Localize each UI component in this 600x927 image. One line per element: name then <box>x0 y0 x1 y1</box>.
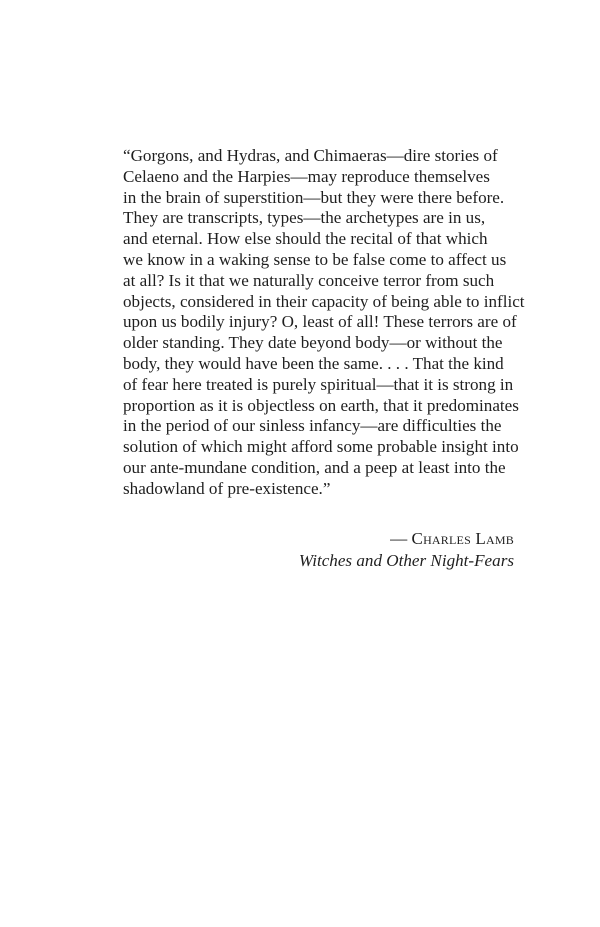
quote-line: objects, considered in their capacity of being able to inflict <box>123 291 525 311</box>
quote-line: solution of which might afford some probable insight into <box>123 437 519 457</box>
author-line <box>299 528 514 550</box>
quote-line: in the brain of superstition—but they were there before. <box>123 187 505 207</box>
quote-line: our ante-mundane condition, and a peep at least into the <box>123 457 506 477</box>
epigraph-quote <box>123 146 523 500</box>
quote-line: proportion as it is objectless on earth, that it predominates <box>123 395 519 415</box>
quote-line: of fear here treated is purely spiritual—that it is strong in <box>123 374 514 394</box>
work-title: Witches and Other Night-Fears <box>298 551 514 570</box>
quote-line: and eternal. How else should the recital of that which <box>123 229 488 249</box>
quote-line: in the period of our sinless infancy—are difficulties the <box>123 416 502 436</box>
quote-line: body, they would have been the same. . . . That the kind <box>123 353 504 373</box>
quote-line: Celaeno and the Harpies—may reproduce themselves <box>123 166 490 186</box>
quote-line: “Gorgons, and Hydras, and Chimaeras—dire stories of <box>123 146 498 165</box>
quote-line: They are transcripts, types—the archetypes are in us, <box>123 208 486 228</box>
attribution-dash: — <box>390 529 412 548</box>
quote-line: we know in a waking sense to be false come to affect us <box>123 249 507 269</box>
quote-line: at all? Is it that we naturally conceive terror from such <box>123 270 495 290</box>
quote-line: shadowland of pre-existence.” <box>123 478 331 498</box>
author-name: Charles Lamb <box>411 529 514 548</box>
quote-line: upon us bodily injury? O, least of all! These terrors are of <box>123 312 517 332</box>
quote-line: older standing. They date beyond body—or without the <box>123 333 503 353</box>
attribution <box>299 528 514 572</box>
